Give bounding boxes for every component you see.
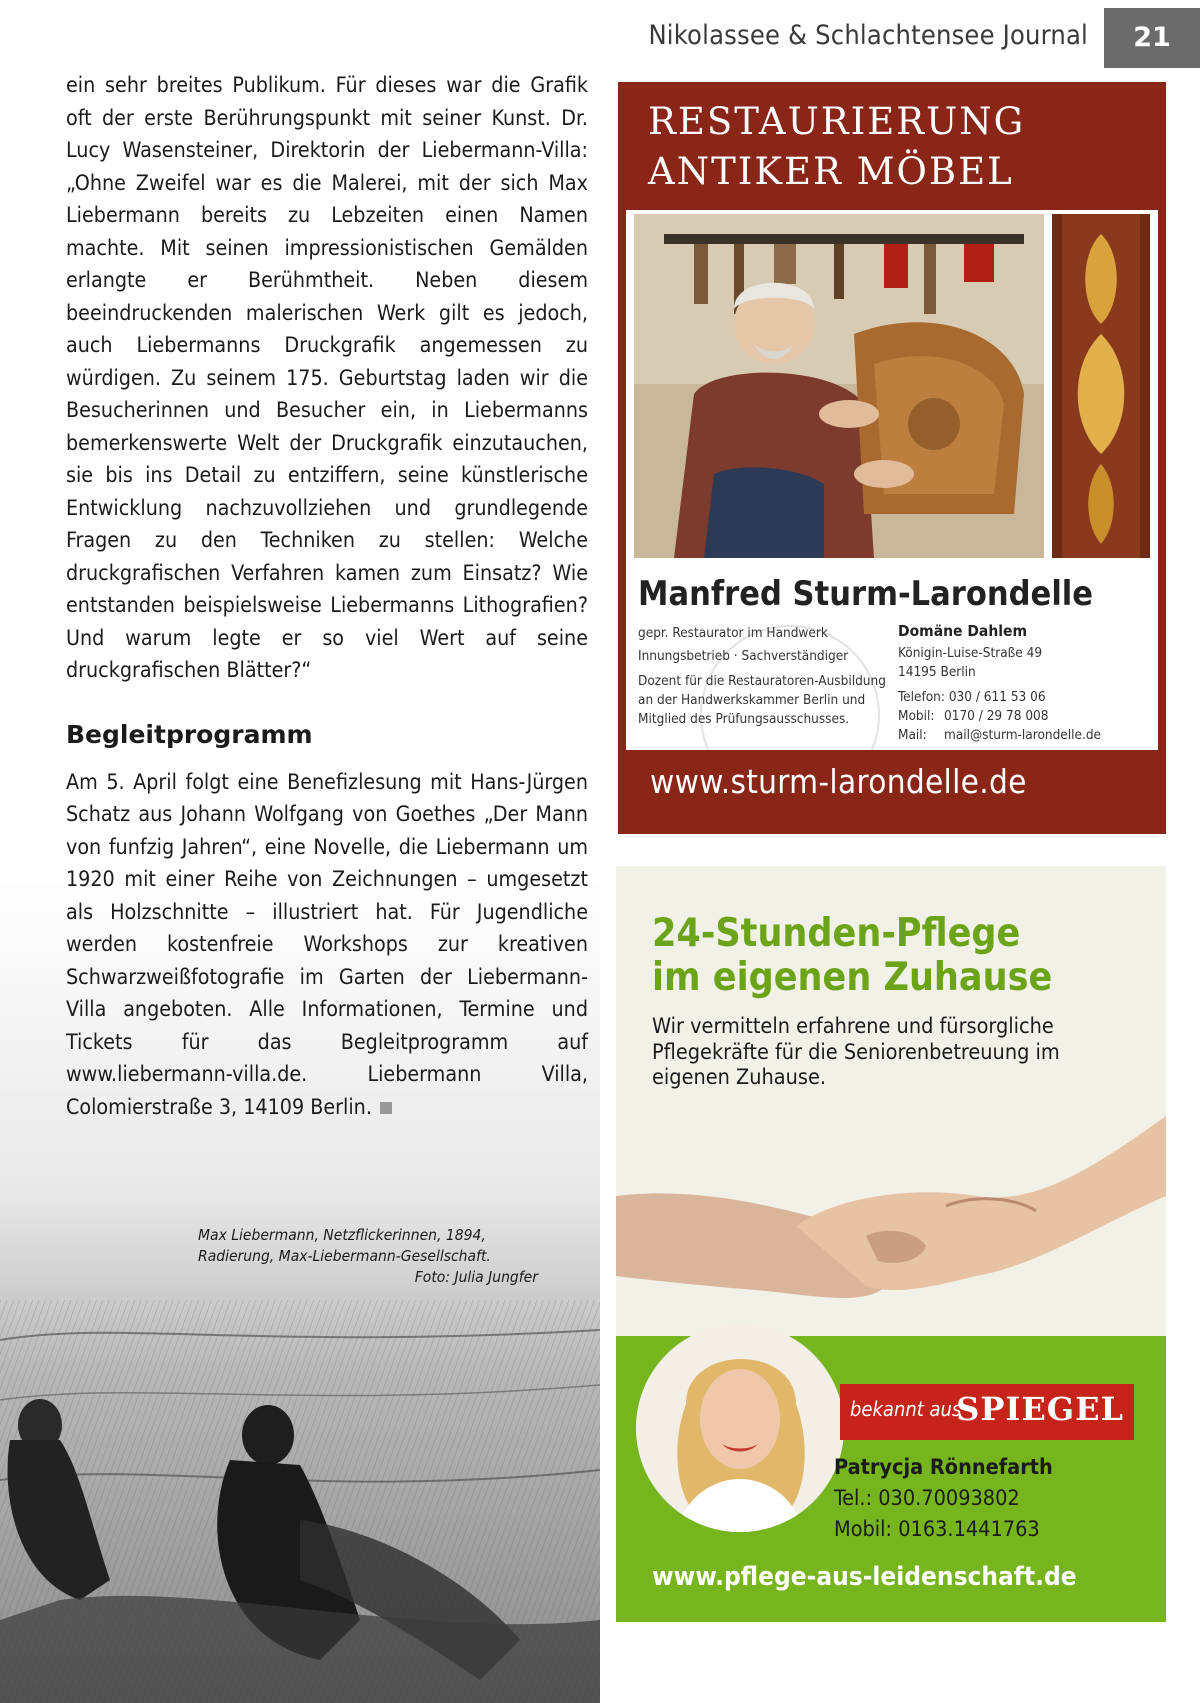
phone-number[interactable]: 030 / 611 53 06 <box>948 689 1046 705</box>
known-from-badge <box>840 1384 1134 1440</box>
ad-headline-line: im eigenen Zuhause <box>652 955 1053 1000</box>
restorer-qualifications <box>638 624 893 729</box>
contact-mobile[interactable]: Mobil: 0163.1441763 <box>834 1517 1040 1542</box>
restorer-name: Manfred Sturm-Larondelle <box>638 574 1094 614</box>
section-heading: Begleitprogramm <box>66 719 313 749</box>
restorer-contact <box>898 622 1153 745</box>
ad-photos <box>634 210 1150 562</box>
furniture-detail-photo <box>1052 214 1150 558</box>
mail-address[interactable]: mail@sturm-larondelle.de <box>944 727 1102 743</box>
page-number: 21 <box>1104 8 1200 68</box>
restorer-photo <box>634 214 1044 558</box>
contact-name: Patrycja Rönnefarth <box>834 1455 1053 1480</box>
mail-row <box>898 726 1153 745</box>
article-paragraph: ein sehr breites Publikum. Für dieses war die Grafik oft der erste Berührungspunkt mit seiner Kunst. Dr. Lucy Wasensteiner, Direktorin der Liebermann-Villa: „Ohne Zweifel war es die Malerei, mit der sich Max Liebermann bereits zu Lebzeiten einen Namen machte. Mit seinen impressionistischen Gemälden erlangte er Berühmtheit. Neben diesem beeindruckenden malerischen Werk gilt es jedoch, auch Liebermanns Druckgrafik angemessen zu würdigen. Zu seinem 175. Geburtstag laden wir die Besucherinnen und Besucher ein, in Liebermanns bemerkenswerte Welt der Druckgrafik einzutauchen, sie bis ins Detail zu entziffern, seine künstlerische Entwicklung nachzuvollziehen und grundlegende Fragen zu den Techniken zu stellen: Welche druckgrafischen Verfahren kamen zum Einsatz? Wie entstanden beispielsweise Liebermanns Lithografien? Und warum legte er so viel Wert auf seine druckgrafischen Blätter?“ <box>66 73 588 683</box>
ad-headline-line: 24-Stunden-Pflege <box>652 911 1021 956</box>
caption-line: Max Liebermann, Netzflickerinnen, 1894, <box>198 1226 486 1244</box>
ad-pflege <box>616 866 1166 1622</box>
qualification-line: Dozent für die Restauratoren-Ausbildung an der Handwerkskammer Berlin und Mitglied des Prüfungsausschusses. <box>638 673 886 727</box>
ad-website-link[interactable]: www.pflege-aus-leidenschaft.de <box>652 1562 1077 1592</box>
mobile-label: Mobil: <box>898 708 935 724</box>
qualification-line: Innungsbetrieb · Sachverständiger <box>638 648 849 664</box>
image-caption <box>198 1225 538 1288</box>
ad-body-text: Wir vermitteln erfahrene und fürsorgliche Pflegekräfte für die Seniorenbetreuung im eigenen Zuhause. <box>652 1014 1060 1090</box>
ad-restaurierung <box>618 82 1166 834</box>
phone-row <box>898 688 1153 707</box>
ad-website-link[interactable]: www.sturm-larondelle.de <box>650 762 1027 801</box>
end-of-article-icon <box>380 1102 392 1114</box>
ad-headline: ANTIKER MÖBEL <box>648 150 1014 193</box>
article-body <box>66 70 588 1124</box>
badge-brand-logo: SPIEGEL <box>956 1390 1124 1428</box>
ad-headline: RESTAURIERUNG <box>648 100 1026 143</box>
ad-contact-info <box>834 1452 1053 1545</box>
contact-portrait <box>636 1324 844 1532</box>
ad-url-bar <box>626 750 1158 826</box>
article-paragraph <box>66 767 588 1125</box>
street-address: Königin-Luise-Straße 49 <box>898 645 1043 661</box>
photo-credit: Foto: Julia Jungfer <box>414 1268 538 1286</box>
caption-line: Radierung, Max-Liebermann-Gesellschaft. <box>198 1247 491 1265</box>
page-header <box>0 0 1200 72</box>
holding-hands-photo <box>616 1076 1166 1336</box>
badge-prefix: bekannt aus <box>850 1397 962 1421</box>
location-name: Domäne Dahlem <box>898 622 1028 640</box>
phone-label: Telefon: <box>898 689 945 705</box>
ad-headline-bar <box>626 90 1158 210</box>
mobile-row <box>898 707 1153 726</box>
contact-phone[interactable]: Tel.: 030.70093802 <box>834 1486 1020 1511</box>
mail-label: Mail: <box>898 727 927 743</box>
city-address: 14195 Berlin <box>898 664 976 680</box>
article-paragraph-text: Am 5. April folgt eine Benefizlesung mit Hans-Jürgen Schatz aus Johann Wolfgang von Goethes „Der Mann von funfzig Jahren“, eine Novelle, die Liebermann um 1920 mit einer Reihe von Zeichnungen – umgesetzt als Holzschnitte – illustriert hat. Für Jugendliche werden kostenfreie Workshops zur kreativen Schwarzweißfotografie im Garten der Liebermann-Villa angeboten. Alle Informationen, Termine und Tickets für das Begleitprogramm auf www.liebermann-villa.de. Liebermann Villa, Colomierstraße 3, 14109 Berlin. <box>66 769 588 1120</box>
qualification-line: gepr. Restaurator im Handwerk <box>638 625 828 641</box>
journal-title: Nikolassee & Schlachtensee Journal <box>648 20 1088 51</box>
ad-headline <box>652 912 1052 1000</box>
mobile-number[interactable]: 0170 / 29 78 008 <box>944 708 1049 724</box>
